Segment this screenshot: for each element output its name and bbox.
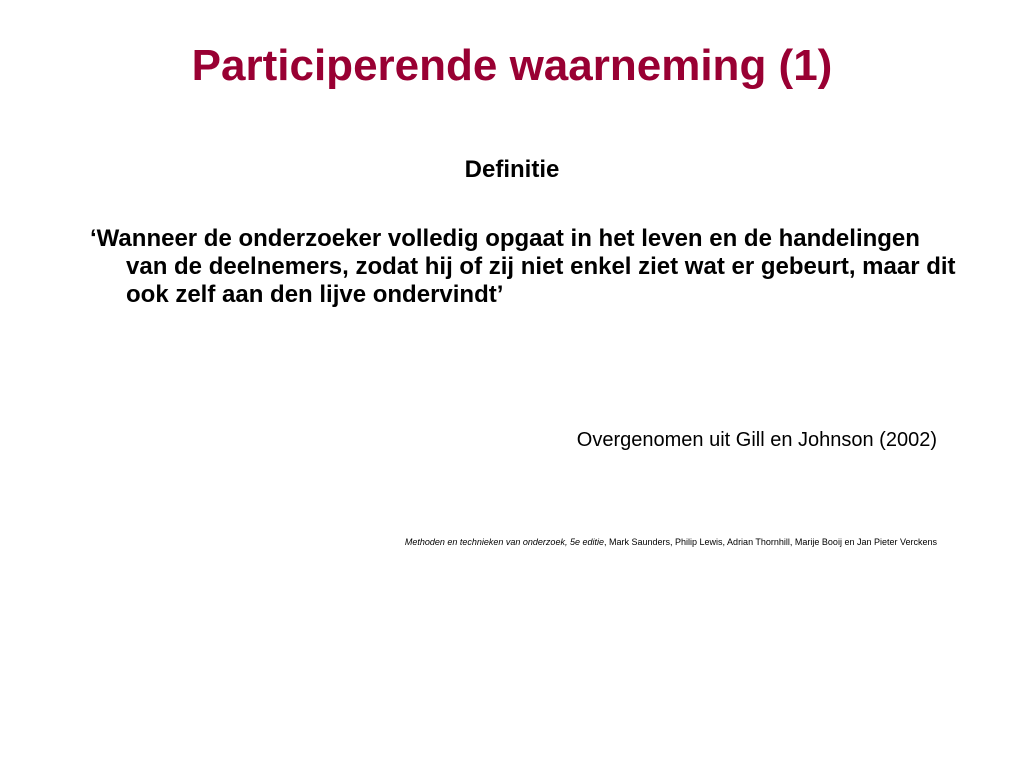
- definition-heading: Definitie: [464, 156, 560, 183]
- citation-book-title: Methoden en technieken van onderzoek, 5e editie: [404, 537, 604, 547]
- definition-quote: ‘Wanneer de onderzoeker volledig opgaat in het leven en de handelingen van de deelnemers, zodat hij of zij niet enkel ziet wat er gebeurt, maar dit ook zelf aan den lijve ondervindt’: [90, 225, 956, 308]
- citation-authors: Mark Saunders, Philip Lewis, Adrian Thornhill, Marije Booij en Jan Pieter Verckens: [609, 537, 937, 547]
- quote-source: Overgenomen uit Gill en Johnson (2002): [576, 429, 937, 451]
- slide-title: Participerende waarneming (1): [191, 41, 833, 90]
- book-citation: [405, 536, 937, 548]
- citation-separator: ,: [603, 537, 609, 547]
